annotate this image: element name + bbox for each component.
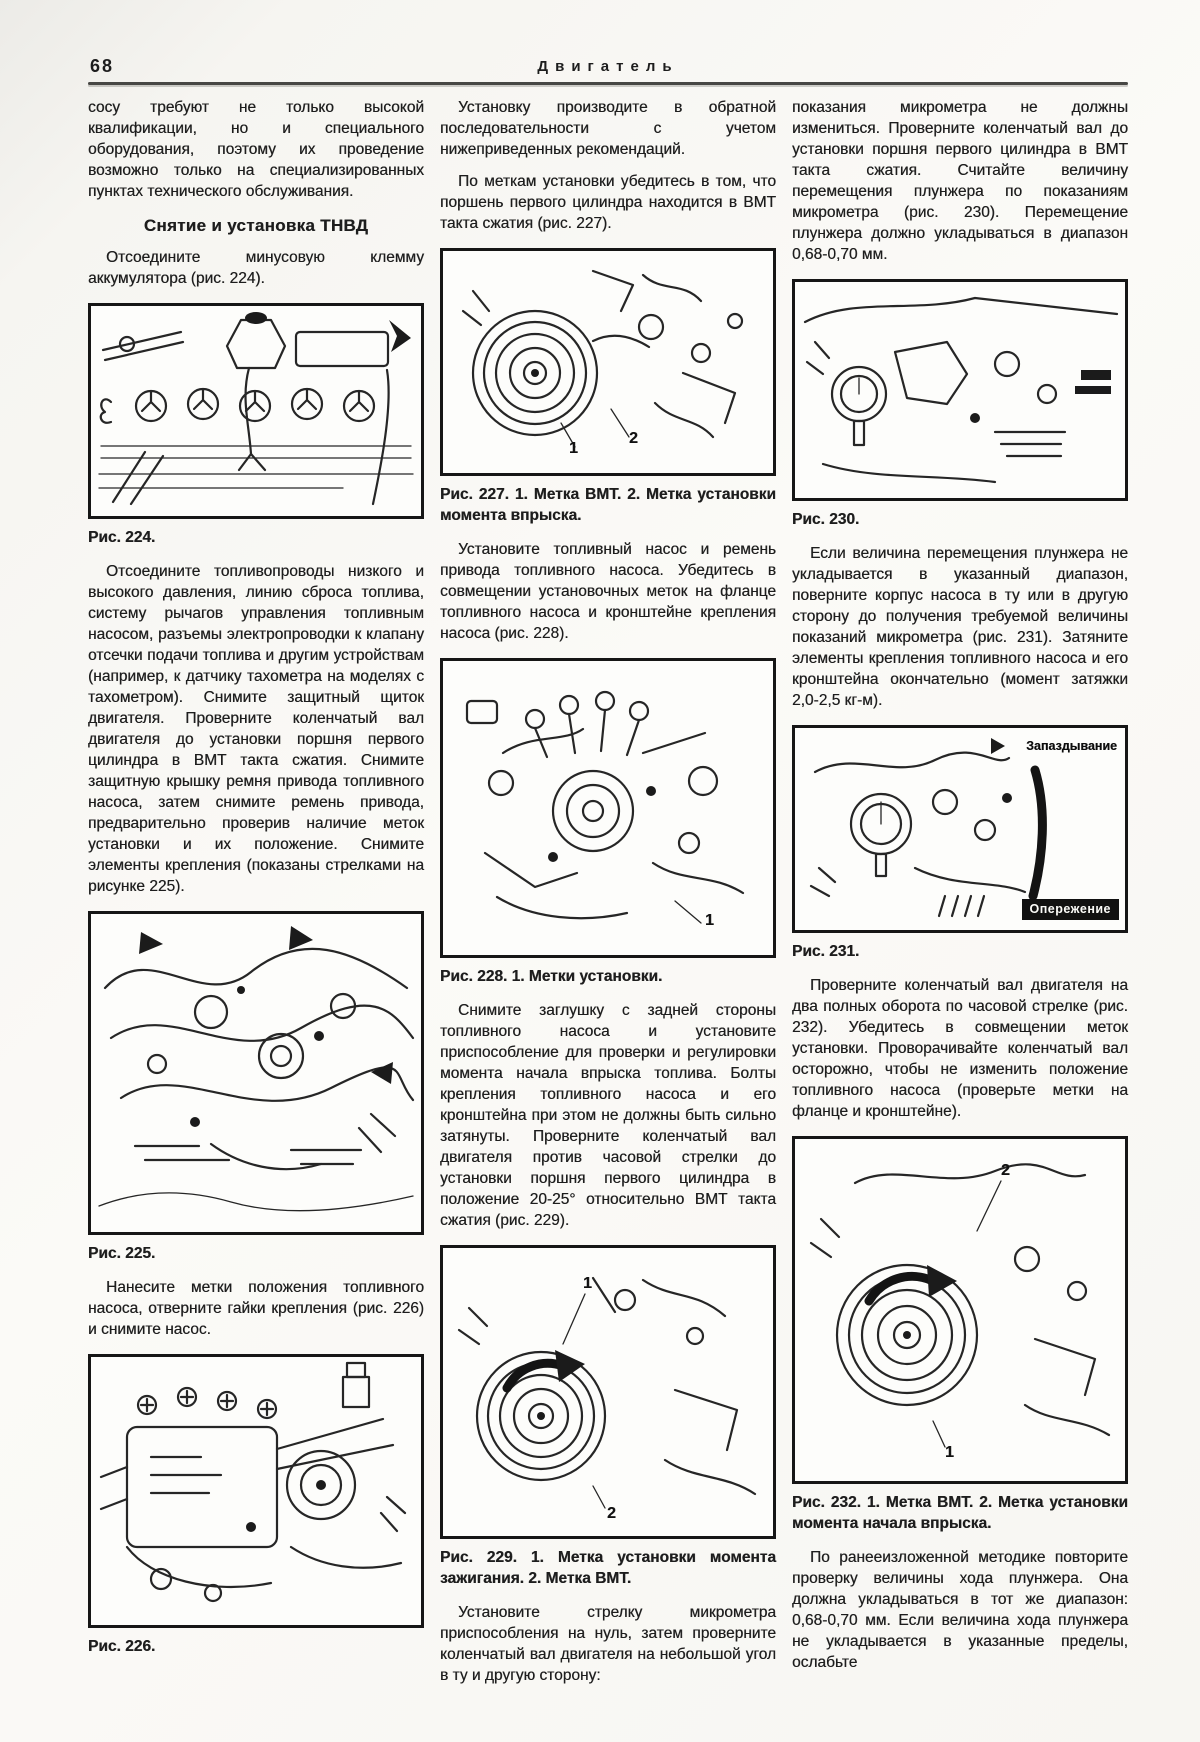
figure-226-drawing xyxy=(91,1357,421,1619)
figure-227 xyxy=(440,248,776,476)
paragraph: Отсоедините топливопроводы низкого и высокого давления, линию сброса топлива, систему рычагов управления топливным насосом, разъемы электропроводки к клапану отсечки подачи топлива и другим устройствам (например, к датчику тахометра на моделях с тахометром). Снимите защитный щиток двигателя. Проверните коленчатый вал двигателя до установки поршня первого цилиндра в ВМТ такта сжатия. Снимите защитную крышку ремня привода топливного насоса, затем снимите ремень привода, предварительно проверив наличие меток установки и их положение. Снимите элементы крепления (показаны стрелками на рисунке 225). xyxy=(88,563,424,895)
figure-225-drawing xyxy=(91,914,421,1226)
figure-224 xyxy=(88,303,424,519)
figure-227-callout-1: 1 xyxy=(569,440,578,457)
column-3 xyxy=(792,97,1128,1697)
page-number: 68 xyxy=(90,56,115,76)
figure-caption: Рис. 226. xyxy=(88,1638,156,1655)
paragraph: Отсоедините минусовую клемму аккумулятора (рис. 224). xyxy=(88,249,424,287)
figure-caption: Рис. 224. xyxy=(88,529,156,546)
figure-caption: Рис. 228. 1. Метки установки. xyxy=(440,968,663,985)
figure-231-drawing xyxy=(795,728,1125,924)
section-heading: Снятие и установка ТНВД xyxy=(143,216,369,235)
figure-caption: Рис. 225. xyxy=(88,1245,156,1262)
figure-232-callout-1: 1 xyxy=(945,1444,954,1461)
figure-caption: Рис. 229. 1. Метка установки момента зажигания. 2. Метка ВМТ. xyxy=(440,1549,776,1587)
paragraph: По ранееизложенной методике повторите проверку величины хода плунжера. Она должна укладываться в тот же диапазон: 0,68-0,70 мм. Если величина хода плунжера не укладывается в указанные пределы, ослабьте xyxy=(792,1549,1128,1671)
page-title: Двигатель xyxy=(537,58,679,75)
figure-caption: Рис. 227. 1. Метка ВМТ. 2. Метка установки момента впрыска. xyxy=(440,486,776,524)
figure-231-label-retard: Запаздывание xyxy=(1026,739,1117,753)
figure-caption: Рис. 232. 1. Метка ВМТ. 2. Метка установки момента начала впрыска. xyxy=(792,1494,1128,1532)
figure-227-drawing xyxy=(443,251,773,467)
figure-229-drawing xyxy=(443,1248,773,1530)
figure-224-drawing xyxy=(91,306,421,510)
figure-caption: Рис. 230. xyxy=(792,511,860,528)
figure-229-callout-2: 2 xyxy=(607,1505,616,1522)
page-header xyxy=(88,52,1128,82)
paragraph: Проверните коленчатый вал двигателя на два полных оборота по часовой стрелке (рис. 232). Убедитесь в совмещении меток установки. Проворачивайте коленчатый вал осторожно, чтобы не изменить положение топливного насоса (проверьте метки на фланце и кронштейне). xyxy=(792,977,1128,1120)
figure-228 xyxy=(440,658,776,958)
figure-230 xyxy=(792,279,1128,501)
paragraph: Нанесите метки положения топливного насоса, отверните гайки крепления (рис. 226) и снимите насос. xyxy=(88,1279,424,1338)
paragraph: сосу требуют не только высокой квалификации, но и специального оборудования, поэтому их проведение возможно только на специализированных пунктах технического обслуживания. xyxy=(88,99,424,200)
paragraph: Установку производите в обратной последовательности с учетом нижеприведенных рекомендаций. xyxy=(440,99,776,158)
header-rule xyxy=(88,82,1128,85)
figure-230-drawing xyxy=(795,282,1125,492)
figure-caption: Рис. 231. xyxy=(792,943,860,960)
paragraph: показания микрометра не должны измениться. Проверните коленчатый вал до установки поршня первого цилиндра в ВМТ такта сжатия. Считайте величину перемещения плунжера по показаниям микрометра (рис. 230). Перемещение плунжера должно укладываться в диапазон 0,68-0,70 мм. xyxy=(792,99,1128,263)
figure-232-callout-2: 2 xyxy=(1001,1162,1010,1179)
figure-228-callout-1: 1 xyxy=(705,912,714,929)
paragraph: По меткам установки убедитесь в том, что поршень первого цилиндра находится в ВМТ такта сжатия (рис. 227). xyxy=(440,173,776,232)
figure-231-label-advance: Опережение xyxy=(1022,899,1119,921)
figure-225 xyxy=(88,911,424,1235)
paragraph: Если величина перемещения плунжера не укладывается в указанный диапазон, поверните корпус насоса в ту или в другую сторону до получения требуемой величины показаний микрометра (рис. 231). Затяните элементы крепления топливного насоса и его кронштейна окончательно (момент затяжки 2,0-2,5 кг-м). xyxy=(792,545,1128,709)
figure-228-drawing xyxy=(443,661,773,949)
figure-226 xyxy=(88,1354,424,1628)
figure-231 xyxy=(792,725,1128,933)
paragraph: Установите стрелку микрометра приспособления на нуль, затем проверните коленчатый вал двигателя на небольшой угол в ту и другую сторону: xyxy=(440,1604,776,1684)
column-2 xyxy=(440,97,776,1697)
columns xyxy=(88,97,1128,1697)
figure-232 xyxy=(792,1136,1128,1484)
figure-229 xyxy=(440,1245,776,1539)
paragraph: Снимите заглушку с задней стороны топливного насоса и установите приспособление для проверки и регулировки момента начала впрыска топлива. Болты крепления топливного насоса и его кронштейна при этом не должны быть сильно затянуты. Проверните коленчатый вал двигателя против часовой стрелки до установки поршня первого цилиндра в положение 20-25° относительно ВМТ такта сжатия (рис. 229). xyxy=(440,1002,776,1229)
figure-229-callout-1: 1 xyxy=(583,1275,592,1292)
figure-227-callout-2: 2 xyxy=(629,430,638,447)
figure-232-drawing xyxy=(795,1139,1125,1475)
column-1 xyxy=(88,97,424,1697)
paragraph: Установите топливный насос и ремень привода топливного насоса. Убедитесь в совмещении установочных меток на фланце топливного насоса и кронштейне крепления насоса (рис. 228). xyxy=(440,541,776,642)
